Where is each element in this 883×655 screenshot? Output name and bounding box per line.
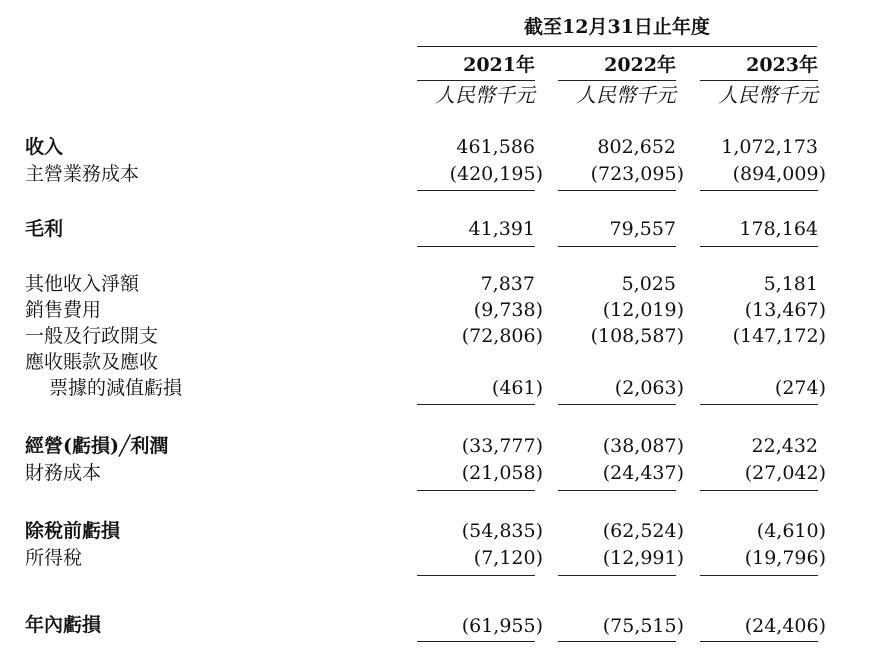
operating-result-label: 經營(虧損)╱利潤 xyxy=(25,435,169,457)
year-2023-rule xyxy=(700,80,818,81)
income-tax-2023: (19,796) xyxy=(744,547,826,569)
revenue-label: 收入 xyxy=(25,136,64,158)
year-2022-rule xyxy=(558,80,676,81)
income-tax-label: 所得稅 xyxy=(25,547,83,569)
subtotal-rule xyxy=(700,246,818,247)
loss-before-tax-2021: (54,835) xyxy=(461,520,543,542)
finance-costs-label: 財務成本 xyxy=(25,462,102,484)
revenue-2021: 461,586 xyxy=(456,136,535,158)
loss-for-year-label: 年內虧損 xyxy=(25,614,102,636)
subtotal-rule xyxy=(558,190,676,191)
selling-expenses-2023: (13,467) xyxy=(744,299,826,321)
other-income-net-label: 其他收入淨額 xyxy=(25,273,140,295)
cost-of-main-business-2023: (894,009) xyxy=(732,163,826,185)
unit-2021: 人民幣千元 xyxy=(435,83,535,107)
subtotal-rule xyxy=(417,246,535,247)
impairment-receivables-2023: (274) xyxy=(774,377,826,399)
admin-expenses-label: 一般及行政開支 xyxy=(25,325,159,347)
admin-expenses-2021: (72,806) xyxy=(461,325,543,347)
finance-costs-2023: (27,042) xyxy=(744,462,826,484)
gross-profit-label: 毛利 xyxy=(25,218,64,240)
operating-result-2022: (38,087) xyxy=(602,435,684,457)
loss-before-tax-2022: (62,524) xyxy=(602,520,684,542)
income-tax-2021: (7,120) xyxy=(473,547,543,569)
year-2022-header: 2022年 xyxy=(604,54,676,76)
subtotal-rule xyxy=(558,575,676,576)
gross-profit-2022: 79,557 xyxy=(609,218,676,240)
loss-for-year-2021: (61,955) xyxy=(461,615,543,637)
year-2023-header: 2023年 xyxy=(746,54,818,76)
subtotal-rule xyxy=(558,246,676,247)
subtotal-rule xyxy=(417,404,535,405)
cost-of-main-business-label: 主營業務成本 xyxy=(25,163,140,185)
other-income-net-2021: 7,837 xyxy=(480,273,535,295)
operating-result-2023: 22,432 xyxy=(751,435,818,457)
gross-profit-2021: 41,391 xyxy=(468,218,535,240)
total-rule xyxy=(558,641,676,642)
other-income-net-2022: 5,025 xyxy=(621,273,676,295)
revenue-2022: 802,652 xyxy=(597,136,676,158)
year-2021-rule xyxy=(417,80,535,81)
subtotal-rule xyxy=(700,490,818,491)
subtotal-rule xyxy=(558,404,676,405)
cost-of-main-business-2022: (723,095) xyxy=(590,163,684,185)
period-title: 截至12月31日止年度 xyxy=(524,16,710,38)
impairment-receivables-label-line1: 應收賬款及應收 xyxy=(25,351,159,373)
gross-profit-2023: 178,164 xyxy=(739,218,818,240)
revenue-2023: 1,072,173 xyxy=(721,136,818,158)
other-income-net-2023: 5,181 xyxy=(763,273,818,295)
total-rule xyxy=(700,641,818,642)
subtotal-rule xyxy=(700,404,818,405)
subtotal-rule xyxy=(558,490,676,491)
total-rule xyxy=(417,641,535,642)
loss-for-year-2023: (24,406) xyxy=(744,615,826,637)
subtotal-rule xyxy=(417,190,535,191)
loss-before-tax-2023: (4,610) xyxy=(756,520,826,542)
selling-expenses-label: 銷售費用 xyxy=(25,299,102,321)
unit-2023: 人民幣千元 xyxy=(718,83,818,107)
impairment-receivables-2022: (2,063) xyxy=(614,377,684,399)
subtotal-rule xyxy=(417,575,535,576)
loss-for-year-2022: (75,515) xyxy=(602,615,684,637)
selling-expenses-2021: (9,738) xyxy=(473,299,543,321)
cost-of-main-business-2021: (420,195) xyxy=(449,163,543,185)
income-tax-2022: (12,991) xyxy=(602,547,684,569)
header-rule xyxy=(417,46,817,47)
subtotal-rule xyxy=(700,575,818,576)
selling-expenses-2022: (12,019) xyxy=(602,299,684,321)
impairment-receivables-label-line2: 票據的減值虧損 xyxy=(49,377,183,399)
loss-before-tax-label: 除稅前虧損 xyxy=(25,520,121,542)
admin-expenses-2022: (108,587) xyxy=(590,325,684,347)
finance-costs-2022: (24,437) xyxy=(602,462,684,484)
impairment-receivables-2021: (461) xyxy=(491,377,543,399)
unit-2022: 人民幣千元 xyxy=(576,83,676,107)
year-2021-header: 2021年 xyxy=(463,54,535,76)
subtotal-rule xyxy=(417,490,535,491)
operating-result-2021: (33,777) xyxy=(461,435,543,457)
finance-costs-2021: (21,058) xyxy=(461,462,543,484)
subtotal-rule xyxy=(700,190,818,191)
admin-expenses-2023: (147,172) xyxy=(732,325,826,347)
